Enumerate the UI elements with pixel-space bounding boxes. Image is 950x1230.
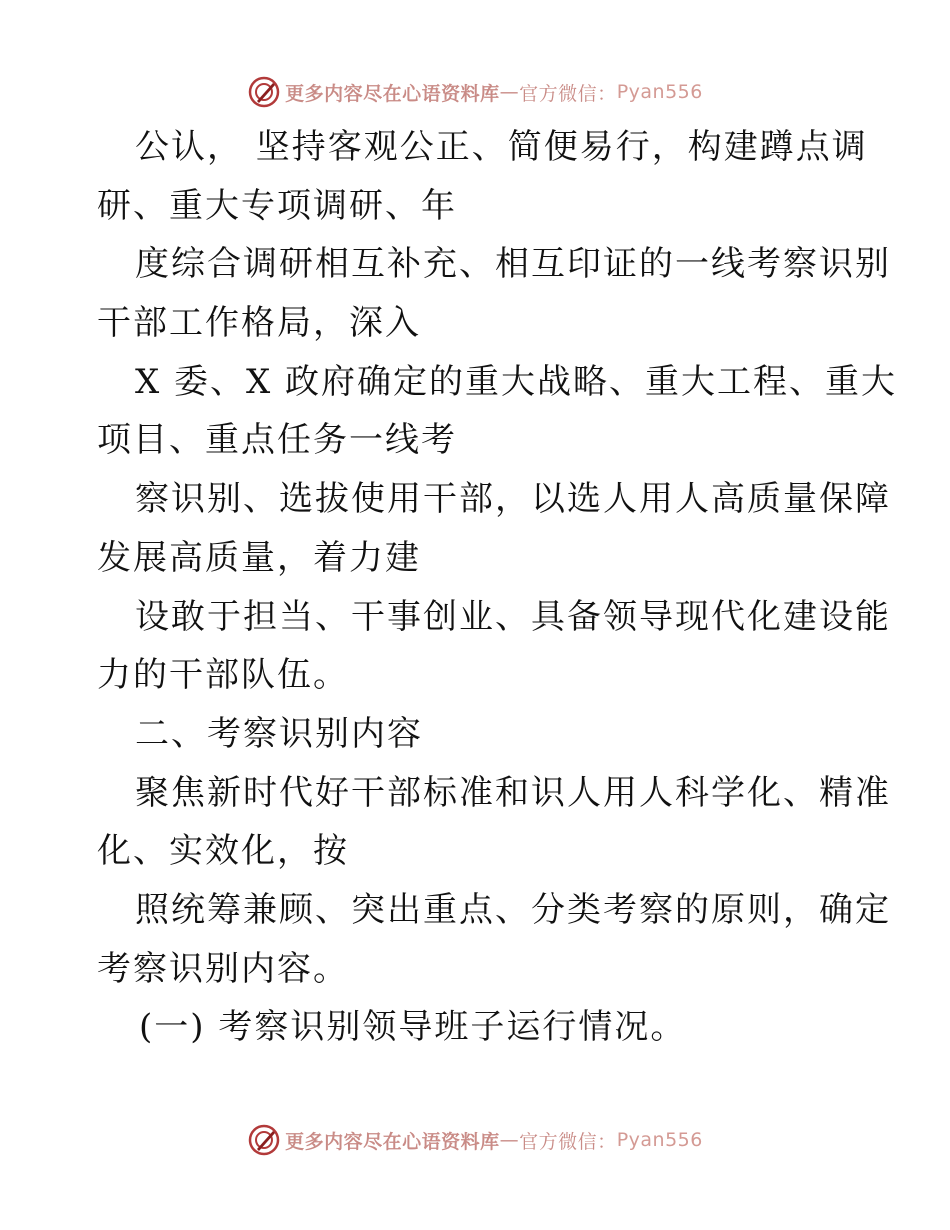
text-line-7: 察识别、选拔使用干部，以选人用人高质量保障 bbox=[135, 479, 891, 520]
footer-wechat-id: Pyan556 bbox=[616, 1129, 703, 1151]
header-banner bbox=[0, 72, 950, 112]
header-wechat-id: Pyan556 bbox=[616, 81, 703, 103]
footer-banner bbox=[0, 1120, 950, 1160]
footer-dash: — bbox=[499, 1129, 520, 1151]
text-line-1: 公认， 坚持客观公正、简便易行，构建蹲点调 bbox=[135, 127, 868, 167]
text-line-15: 考察识别内容。 bbox=[97, 948, 349, 989]
brand-logo-icon bbox=[247, 75, 281, 109]
text-line-13: 化、实效化，按 bbox=[97, 831, 349, 872]
text-line-12: 聚焦新时代好干部标准和识人用人科学化、精准 bbox=[135, 772, 891, 813]
header-dash: — bbox=[499, 81, 520, 103]
text-line-9: 设敢于担当、干事创业、具备领导现代化建设能 bbox=[135, 596, 891, 637]
text-line-6: 项目、重点任务一线考 bbox=[97, 420, 457, 461]
text-line-8: 发展高质量，着力建 bbox=[97, 537, 421, 578]
text-line-5: X 委、X 政府确定的重大战略、重大工程、重大 bbox=[135, 361, 898, 402]
text-line-3: 度综合调研相互补充、相互印证的一线考察识别 bbox=[135, 244, 891, 285]
footer-brand-text: 更多内容尽在心语资料库 bbox=[285, 1130, 500, 1153]
text-line-4: 干部工作格局，深入 bbox=[97, 303, 421, 344]
section-heading: 二、考察识别内容 bbox=[135, 713, 423, 754]
footer-wechat-label: 官方微信： bbox=[519, 1130, 617, 1153]
header-brand-text: 更多内容尽在心语资料库 bbox=[285, 82, 500, 105]
text-line-10: 力的干部队伍。 bbox=[97, 655, 349, 696]
text-line-14: 照统筹兼顾、突出重点、分类考察的原则，确定 bbox=[135, 889, 891, 930]
subsection-heading: (一) 考察识别领导班子运行情况。 bbox=[139, 1007, 687, 1048]
brand-logo-icon bbox=[247, 1123, 281, 1157]
text-line-2: 研、重大专项调研、年 bbox=[97, 185, 457, 226]
header-wechat-label: 官方微信： bbox=[519, 82, 617, 105]
document-body bbox=[97, 118, 898, 1057]
